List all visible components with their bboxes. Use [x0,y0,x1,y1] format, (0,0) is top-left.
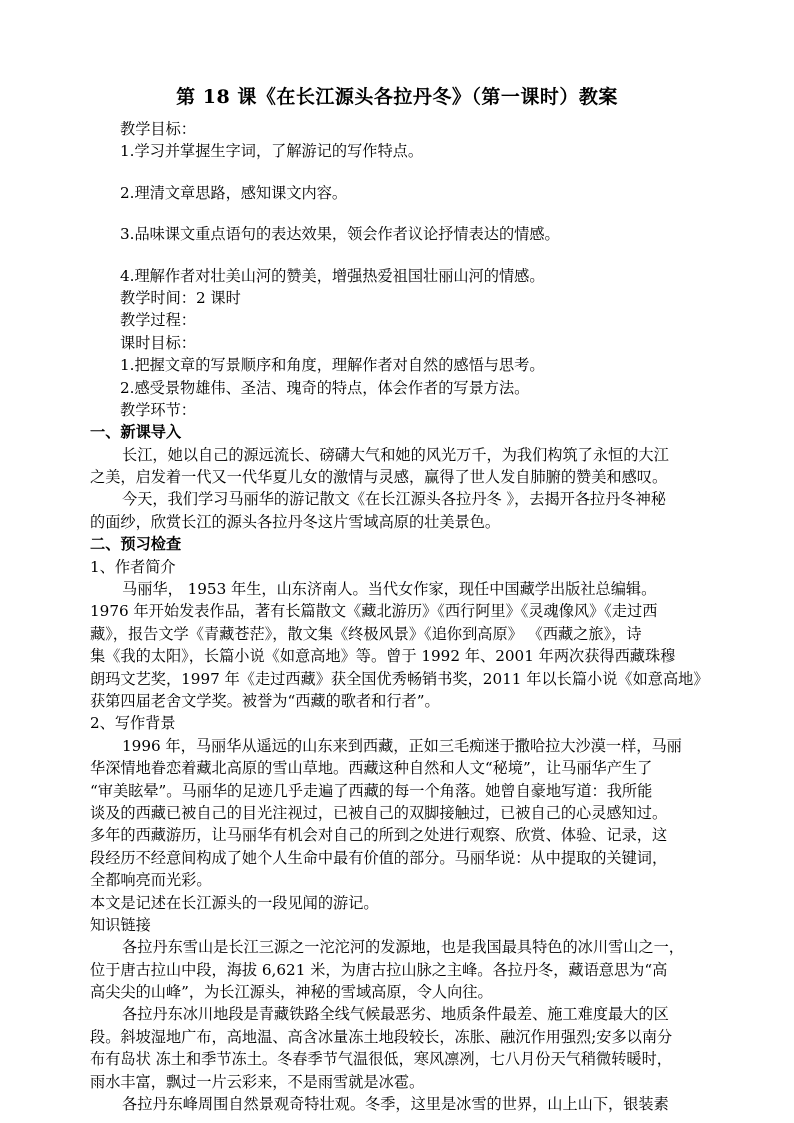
paragraph-line: 段。斜坡湿地广布，高地温、高含冰量冻土地段较长，冻胀、融沉作用强烈;安多以南分 [90,1027,673,1046]
lesson-goal-item: 1.把握文章的写景顺序和角度，理解作者对自然的感悟与思考。 [120,356,545,375]
paragraph-line: 谈及的西藏已被自己的目光注视过，已被自己的双脚接触过，已被自己的心灵感知过。 [90,803,668,822]
objectives-heading: 教学目标： [120,120,196,138]
page-title: 第 18 课《在长江源头各拉丹冬》（第一课时）教案 [176,86,618,108]
paragraph-line: 藏》，报告文学《青藏苍茫》，散文集《终极风景》《追你到高原》 《西藏之旅》，诗 [90,624,642,643]
paragraph-line: 长江，她以自己的源远流长、磅礴大气和她的风光万千，为我们构筑了永恒的大江 [122,445,669,464]
paragraph-line: 华深情地眷恋着藏北高原的雪山草地。西藏这种自然和人文“秘境”，让马丽华产生了 [90,759,653,778]
paragraph-line: 朗玛文艺奖，1997 年《走过西藏》获全国优秀畅销书奖，2011 年以长篇小说《如意高地》 [90,669,709,688]
paragraph-line: 位于唐古拉山中段，海拔 6,621 米，为唐古拉山脉之主峰。各拉丹冬，藏语意思为“高 [90,960,668,979]
paragraph-line: 获第四届老舍文学奖。被誉为“西藏的歌者和行者”。 [90,691,440,710]
lesson-goal-item: 2.感受景物雄伟、圣洁、瑰奇的特点，体会作者的写景方法。 [120,378,530,397]
objective-item: 1.学习并掌握生字词，了解游记的写作特点。 [120,142,424,161]
subheading-knowledge: 知识链接 [90,915,151,934]
paragraph-line: 全都响亮而光彩。 [90,871,212,890]
paragraph-line: 1976 年开始发表作品，著有长篇散文《藏北游历》《西行阿里》《灵魂像风》《走过西 [90,602,658,621]
paragraph-line: 各拉丹东冰川地段是青藏铁路全线气候最恶劣、地质条件最差、施工难度最大的区 [122,1005,669,1024]
subheading-background: 2、写作背景 [90,714,176,733]
paragraph-line: 之美，启发着一代又一代华夏儿女的激情与灵感，赢得了世人发自肺腑的赞美和感叹。 [90,468,668,487]
objective-item: 4.理解作者对壮美山河的赞美，增强热爱祖国壮丽山河的情感。 [120,266,545,285]
paragraph-line: “审美眩晕”。马丽华的足迹几乎走遍了西藏的每一个角落。她曾自豪地写道：我所能 [90,781,653,800]
teaching-time: 教学时间：2 课时 [120,288,241,307]
paragraph-line: 1996 年，马丽华从遥远的山东来到西藏，正如三毛痴迷于撒哈拉大沙漠一样，马丽 [122,736,682,755]
paragraph-line: 高尖尖的山峰”，为长江源头，神秘的雪域高原，令人向往。 [90,983,493,1002]
paragraph-line: 多年的西藏游历，让马丽华有机会对自己的所到之处进行观察、欣赏、体验、记录，这 [90,826,668,845]
teaching-process: 教学过程： [120,311,196,330]
lesson-goals-heading: 课时目标： [120,333,196,352]
paragraph-line: 各拉丹东峰周围自然景观奇特壮观。冬季，这里是冰雪的世界，山上山下，银装素 [122,1095,669,1114]
teaching-steps: 教学环节： [120,400,196,419]
paragraph-line: 本文是记述在长江源头的一段见闻的游记。 [90,893,379,912]
paragraph-line: 的面纱，欣赏长江的源头各拉丹冬这片雪域高原的壮美景色。 [90,512,501,531]
document-body [90,118,708,1115]
paragraph-line: 马丽华， 1953 年生，山东济南人。当代女作家，现任中国藏学出版社总编辑。 [122,580,657,599]
section-heading-preview: 二、预习检查 [90,535,182,554]
paragraph-line: 今天，我们学习马丽华的游记散文《在长江源头各拉丹冬 》，去揭开各拉丹冬神秘 [122,490,666,509]
section-heading-intro: 一、新课导入 [90,423,182,442]
paragraph-line: 布有岛状 冻土和季节冻土。冬春季节气温很低，寒风凛冽，七八月份天气稍微转暖时， [90,1050,672,1069]
paragraph-line: 雨水丰富，飘过一片云彩来，不是雨雪就是冰雹。 [90,1072,425,1091]
paragraph-line: 段经历不经意间构成了她个人生命中最有价值的部分。马丽华说：从中提取的关键词， [90,848,668,867]
paragraph-line: 集《我的太阳》，长篇小说《如意高地》等。曾于 1992 年、2001 年两次获得西藏珠穆 [90,647,676,666]
subheading-author: 1、作者简介 [90,557,176,576]
objective-item: 3.品味课文重点语句的表达效果，领会作者议论抒情表达的情感。 [120,225,560,244]
objective-item: 2.理清文章思路，感知课文内容。 [120,183,348,202]
paragraph-line: 各拉丹东雪山是长江三源之一沱沱河的发源地，也是我国最具特色的冰川雪山之一， [122,938,684,957]
